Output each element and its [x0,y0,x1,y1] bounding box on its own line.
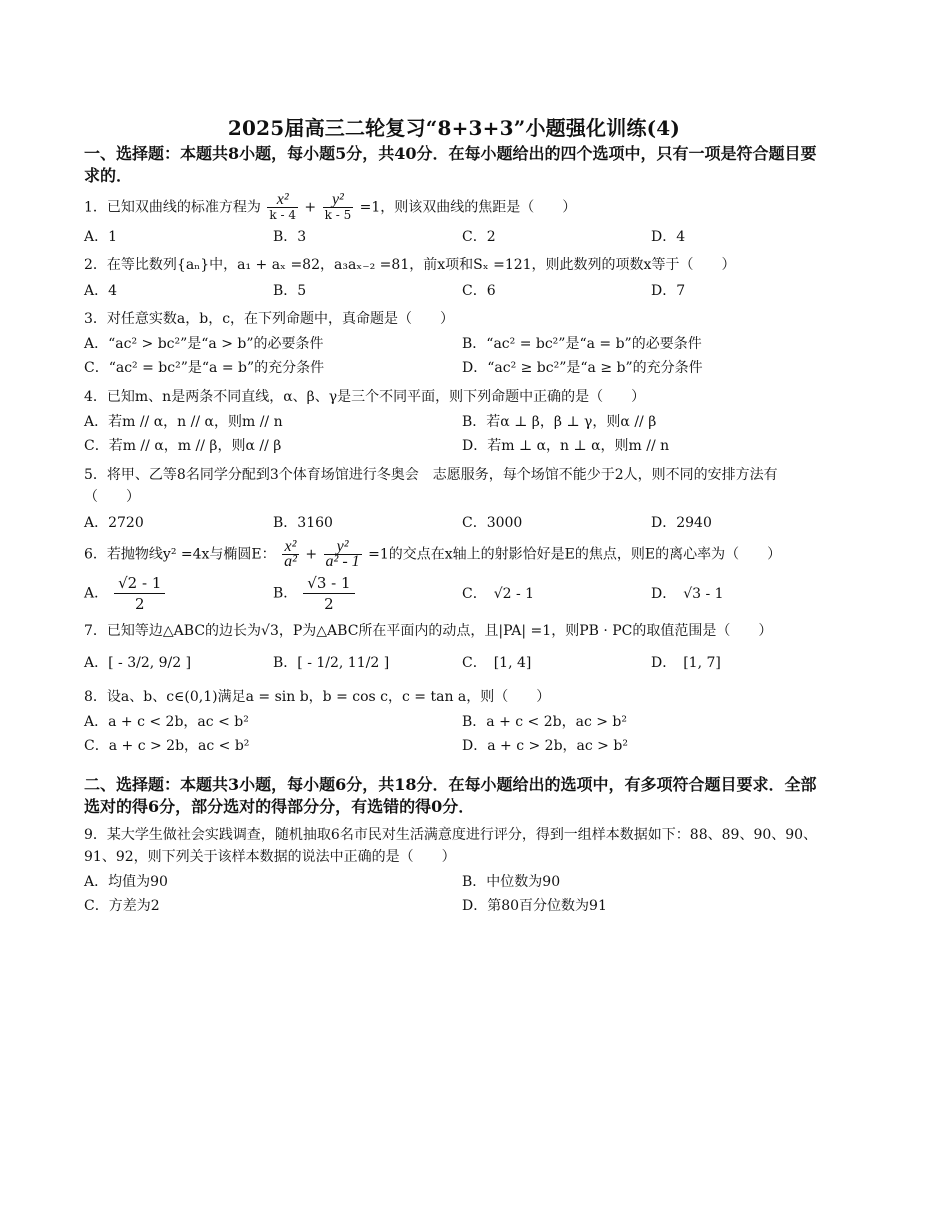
option-a: A．a + c < 2b，ac < b² [84,714,249,730]
option-c: C． √2 - 1 [462,585,535,602]
option-c: C．“ac² = bc²”是“a = b”的充分条件 [84,360,325,376]
spacer [84,758,824,774]
option-d: D．7 [651,283,686,299]
option-d: D． √3 - 1 [651,585,724,602]
option-b: B．中位数为90 [462,874,561,890]
option-b: B．3 [273,229,307,245]
option-c: C．a + c > 2b，ac < b² [84,738,250,754]
fraction-y2: $\frac{\text{y²}}{k - 5}$ [324,191,352,222]
question-9: 9．某大学生做社会实践调查，随机抽取6名市民对生活满意度进行评分，得到一组样本数据如下：88、89、90、90、91、92，则下列关于该样本数据的说法中正确的是（ ） [84,827,818,865]
option-d: D． [1, 7] [651,655,721,671]
question-4-options [84,410,824,458]
option-b: B．若α ⊥ β，β ⊥ γ，则α // β [462,414,657,430]
option-a-label: A． [84,585,109,602]
question-1-options [84,226,824,248]
option-c: C．若m // α，m // β，则α // β [84,438,282,454]
option-b: B．3160 [273,515,333,531]
question-4: 4．已知m、n是两条不同直线，α、β、γ是三个不同平面，则下列命题中正确的是（ ） [84,389,646,405]
option-a: A．1 [84,229,118,245]
option-d: D．a + c > 2b，ac > b² [462,738,628,754]
question-7-options [84,646,824,680]
question-8: 8．设a、b、c∈(0,1)满足a = sin b，b = cos c，c = tan a，则（ ） [84,689,551,705]
question-5: 5．将甲、乙等8名同学分配到3个体育场馆进行冬奥会 志愿服务，每个场馆不能少于2人，则不同的安排方法有（ ） [84,467,778,505]
option-c: C．3000 [462,515,523,531]
page-title: 2025届高三二轮复习“8+3+3”小题强化训练(4) [227,116,681,140]
option-b: B．5 [273,283,307,299]
plus-sign: + [304,199,317,216]
option-d: D．第80百分位数为91 [462,898,607,914]
option-a-fraction: $\frac{√2 - 1}{2}$ [114,573,165,614]
fraction-y2-a2m1: $\frac{\text{y²}}{\text{a² - 1}}$ [325,538,360,570]
question-6-stem-b: =1的交点在x轴上的射影恰好是E的焦点，则E的离心率为（ ） [368,546,782,563]
question-6-options [84,573,824,614]
option-c: C．方差为2 [84,898,160,914]
option-a: A．若m // α，n // α，则m // n [84,414,283,430]
question-1-stem-b: =1，则该双曲线的焦距是（ ） [359,199,577,216]
question-3: 3．对任意实数a，b，c，在下列命题中，真命题是（ ） [84,311,455,327]
option-a: A．均值为90 [84,874,168,890]
option-c: C．2 [462,229,496,245]
section-2-heading: 二、选择题：本题共3小题，每小题6分，共18分．在每小题给出的选项中，有多项符合题目要求．全部选对的得6分，部分选对的得部分分，有选错的得0分． [84,775,817,816]
option-a: A．“ac² > bc²”是“a > b”的必要条件 [84,336,324,352]
question-9-options [84,870,824,918]
option-a [84,573,273,614]
option-d: D．4 [651,229,686,245]
option-d: D．“ac² ≥ bc²”是“a ≥ b”的充分条件 [462,360,703,376]
option-b: B．a + c < 2b，ac > b² [462,714,627,730]
question-6 [84,540,824,569]
option-b-label: B． [273,585,298,602]
question-6-stem-a: 6．若抛物线y² =4x与椭圆E： [84,546,276,563]
option-a: A．4 [84,283,118,299]
option-a: A．2720 [84,515,144,531]
question-7: 7．已知等边△ABC的边长为√3，P为△ABC所在平面内的动点，且|PA| =1，则PB · PC的取值范围是（ ） [84,623,773,639]
option-a: A．[ - 3/2, 9/2 ] [84,655,192,671]
option-d: D．2940 [651,515,712,531]
question-1-stem-a: 1．已知双曲线的标准方程为 [84,199,261,216]
section-1-heading: 一、选择题：本题共8小题，每小题5分，共40分．在每小题给出的四个选项中，只有一项是符合题目要求的． [84,144,817,185]
plus-sign: + [305,546,318,563]
option-b: B．[ - 1/2, 11/2 ] [273,655,390,671]
question-8-options [84,710,824,758]
option-c: C．6 [462,283,496,299]
fraction-x2: $\frac{\text{x²}}{k - 4}$ [269,191,296,222]
question-2: 2．在等比数列{aₙ}中，a₁ + aₓ =82，a₃aₓ₋₂ =81，前x项和Sₓ =121，则此数列的项数x等于（ ） [84,257,736,273]
exam-page [84,112,824,918]
fraction-x2-a2: $\frac{\text{x²}}{\text{a²}}$ [284,538,297,570]
option-b [273,573,462,614]
option-b-fraction: $\frac{√3 - 1}{2}$ [303,573,354,614]
option-d: D．若m ⊥ α，n ⊥ α，则m // n [462,438,670,454]
option-c: C． [1, 4] [462,655,532,671]
question-5-options [84,512,824,534]
question-2-options [84,280,824,302]
question-3-options [84,332,824,380]
option-b: B．“ac² = bc²”是“a = b”的必要条件 [462,336,702,352]
question-1 [84,193,824,222]
